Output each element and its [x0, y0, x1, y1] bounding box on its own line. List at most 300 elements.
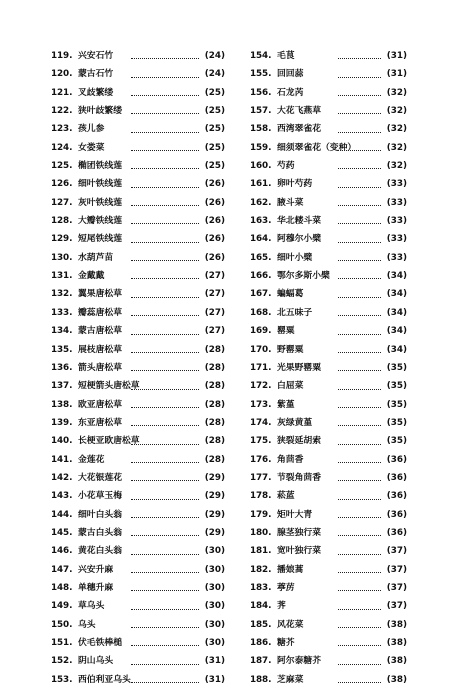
entry-page: (27): [204, 289, 225, 300]
entry-name: 芍药: [277, 161, 295, 172]
dot-leader: [131, 645, 199, 646]
entry-name: 风花菜: [277, 619, 304, 630]
dot-leader: [131, 205, 199, 206]
entry-page: (24): [204, 51, 225, 61]
index-entry: [250, 249, 407, 267]
dot-leader: [338, 389, 381, 390]
entry-number: 165.: [250, 252, 272, 263]
entry-page: (30): [204, 638, 225, 648]
dot-leader: [338, 517, 381, 518]
entry-page: (30): [204, 601, 225, 612]
entry-name: 箭头唐松草: [78, 362, 122, 373]
dot-leader: [338, 480, 381, 481]
entry-page: (34): [386, 289, 407, 300]
index-entry: [250, 597, 407, 615]
entry-number: 157.: [250, 106, 272, 117]
entry-number: 132.: [51, 289, 73, 300]
dot-leader: [338, 609, 381, 610]
entry-number: 168.: [250, 307, 272, 318]
index-entry: [250, 194, 407, 212]
entry-name: 光果野罂粟: [277, 362, 321, 373]
dot-leader: [131, 572, 199, 573]
index-entry: [250, 175, 407, 193]
entry-name: 灰绿黄堇: [277, 417, 313, 428]
dot-leader: [338, 664, 381, 665]
dot-leader: [338, 645, 381, 646]
dot-leader: [131, 334, 199, 335]
index-entry: [51, 212, 225, 230]
dot-leader: [131, 297, 199, 298]
entry-name: 女娄菜: [78, 142, 105, 153]
entry-number: 125.: [51, 161, 73, 172]
entry-number: 159.: [250, 142, 272, 153]
entry-number: 126.: [51, 179, 73, 190]
dot-leader: [338, 297, 381, 298]
index-entry: [51, 634, 225, 652]
index-entry: [250, 506, 407, 524]
entry-name: 节裂角茴香: [277, 472, 321, 483]
entry-page: (37): [386, 582, 407, 593]
entry-name: 兴安升麻: [78, 564, 114, 575]
entry-name: 腺茎独行菜: [277, 527, 321, 538]
entry-page: (33): [386, 252, 407, 263]
entry-page: (36): [386, 454, 407, 465]
entry-page: (33): [386, 197, 407, 208]
entry-page: (33): [386, 216, 407, 227]
entry-name: 金戴戴: [78, 271, 105, 282]
entry-name: 大花飞燕草: [277, 106, 321, 117]
index-entry: [250, 212, 407, 230]
entry-name: 乌头: [78, 619, 96, 630]
entry-page: (28): [204, 362, 225, 373]
entry-number: 188.: [250, 674, 272, 685]
entry-number: 140.: [51, 436, 73, 447]
entry-number: 136.: [51, 362, 73, 373]
entry-name: 细须翠雀花（变种）: [277, 142, 357, 153]
entry-name: 单穗升麻: [78, 582, 114, 593]
entry-name: 叉歧繁缕: [78, 87, 114, 98]
entry-page: (32): [386, 87, 407, 98]
dot-leader: [338, 682, 381, 683]
entry-number: 185.: [250, 619, 272, 630]
entry-name: 野罂粟: [277, 344, 304, 355]
entry-page: (28): [204, 381, 225, 392]
entry-page: (37): [386, 546, 407, 557]
entry-name: 短梗箭头唐松草: [78, 381, 140, 392]
dot-leader: [338, 278, 381, 279]
dot-leader: [338, 627, 381, 628]
index-entry: [250, 671, 407, 689]
entry-number: 145.: [51, 527, 73, 538]
entry-name: 翼果唐松草: [78, 289, 122, 300]
entry-number: 142.: [51, 472, 73, 483]
entry-number: 178.: [250, 491, 272, 502]
dot-leader: [338, 572, 381, 573]
index-entry: [250, 102, 407, 120]
entry-name: 罂粟: [277, 326, 295, 337]
entry-page: (35): [386, 436, 407, 447]
index-entry: [51, 230, 225, 248]
entry-number: 176.: [250, 454, 272, 465]
dot-leader: [131, 352, 199, 353]
entry-page: (34): [386, 271, 407, 282]
dot-leader: [338, 444, 381, 445]
entry-name: 毛茛: [277, 51, 295, 61]
entry-page: (35): [386, 417, 407, 428]
index-entry: [250, 616, 407, 634]
entry-name: 小花草玉梅: [78, 491, 122, 502]
entry-name: 伏毛铁棒槌: [78, 638, 122, 648]
index-entry: [250, 652, 407, 670]
index-entry: [51, 451, 225, 469]
entry-number: 160.: [250, 161, 272, 172]
dot-leader: [338, 150, 381, 151]
entry-page: (35): [386, 381, 407, 392]
entry-name: 西湾翠雀花: [277, 124, 321, 135]
index-entry: [51, 506, 225, 524]
index-entry: [250, 579, 407, 597]
entry-name: 细叶白头翁: [78, 509, 122, 520]
entry-name: 蝙蝠葛: [277, 289, 304, 300]
entry-number: 134.: [51, 326, 73, 337]
dot-leader: [338, 554, 381, 555]
index-column-right: [250, 47, 407, 689]
index-entry: [51, 616, 225, 634]
entry-number: 128.: [51, 216, 73, 227]
entry-number: 154.: [250, 51, 272, 61]
index-entry: [51, 84, 225, 102]
entry-page: (36): [386, 491, 407, 502]
index-entry: [250, 487, 407, 505]
entry-page: (31): [386, 51, 407, 61]
dot-leader: [338, 407, 381, 408]
dot-leader: [131, 407, 199, 408]
entry-name: 孩儿参: [78, 124, 105, 135]
entry-name: 椭团铁线莲: [78, 161, 122, 172]
index-entry: [51, 267, 225, 285]
index-entry: [51, 175, 225, 193]
index-entry: [51, 524, 225, 542]
dot-leader: [338, 77, 381, 78]
entry-name: 北五味子: [277, 307, 313, 318]
entry-number: 133.: [51, 307, 73, 318]
entry-name: 白屈菜: [277, 381, 304, 392]
entry-name: 葶苈: [277, 582, 295, 593]
entry-number: 123.: [51, 124, 73, 135]
entry-number: 127.: [51, 197, 73, 208]
entry-number: 180.: [250, 527, 272, 538]
entry-name: 蒙古唐松草: [78, 326, 122, 337]
index-entry: [51, 487, 225, 505]
dot-leader: [338, 590, 381, 591]
entry-page: (28): [204, 399, 225, 410]
entry-name: 兴安石竹: [78, 51, 114, 61]
dot-leader: [338, 425, 381, 426]
entry-number: 152.: [51, 656, 73, 667]
entry-page: (27): [204, 307, 225, 318]
dot-leader: [338, 535, 381, 536]
entry-number: 181.: [250, 546, 272, 557]
dot-leader: [131, 425, 199, 426]
entry-page: (36): [386, 509, 407, 520]
entry-number: 149.: [51, 601, 73, 612]
entry-number: 171.: [250, 362, 272, 373]
index-entry: [51, 157, 225, 175]
dot-leader: [131, 590, 199, 591]
entry-page: (25): [204, 87, 225, 98]
entry-number: 184.: [250, 601, 272, 612]
dot-leader: [131, 517, 199, 518]
entry-name: 欧亚唐松草: [78, 399, 122, 410]
entry-name: 大花银莲花: [78, 472, 122, 483]
index-entry: [51, 139, 225, 157]
dot-leader: [131, 77, 199, 78]
entry-page: (25): [204, 106, 225, 117]
entry-number: 172.: [250, 381, 272, 392]
entry-number: 166.: [250, 271, 272, 282]
entry-name: 卵叶芍药: [277, 179, 313, 190]
entry-name: 播娘蒿: [277, 564, 304, 575]
entry-number: 153.: [51, 674, 73, 685]
index-entry: [250, 285, 407, 303]
dot-leader: [131, 664, 199, 665]
entry-name: 荠: [277, 601, 286, 612]
index-entry: [51, 432, 225, 450]
entry-number: 169.: [250, 326, 272, 337]
dot-leader: [338, 168, 381, 169]
entry-name: 角茴香: [277, 454, 304, 465]
entry-number: 179.: [250, 509, 272, 520]
entry-page: (33): [386, 234, 407, 245]
index-entry: [250, 47, 407, 65]
index-entry: [250, 139, 407, 157]
entry-number: 162.: [250, 197, 272, 208]
entry-name: 蒙古石竹: [78, 69, 114, 80]
entry-name: 菘蓝: [277, 491, 295, 502]
entry-page: (26): [204, 216, 225, 227]
dot-leader: [131, 627, 199, 628]
dot-leader: [338, 132, 381, 133]
index-entry: [250, 157, 407, 175]
entry-page: (27): [204, 326, 225, 337]
dot-leader: [338, 187, 381, 188]
dot-leader: [131, 58, 199, 59]
entry-number: 138.: [51, 399, 73, 410]
entry-page: (32): [386, 106, 407, 117]
index-entry: [250, 65, 407, 83]
index-entry: [51, 359, 225, 377]
entry-page: (32): [386, 124, 407, 135]
entry-page: (25): [204, 124, 225, 135]
entry-page: (25): [204, 161, 225, 172]
index-entry: [250, 267, 407, 285]
dot-leader: [131, 315, 199, 316]
dot-leader: [131, 499, 199, 500]
entry-number: 131.: [51, 271, 73, 282]
entry-number: 177.: [250, 472, 272, 483]
index-entry: [250, 322, 407, 340]
entry-number: 150.: [51, 619, 73, 630]
dot-leader: [131, 682, 199, 683]
dot-leader: [131, 389, 199, 390]
entry-number: 163.: [250, 216, 272, 227]
entry-number: 143.: [51, 491, 73, 502]
index-entry: [250, 230, 407, 248]
entry-number: 151.: [51, 638, 73, 648]
entry-name: 阿穆尔小檗: [277, 234, 321, 245]
index-entry: [250, 304, 407, 322]
dot-leader: [338, 95, 381, 96]
entry-page: (31): [204, 656, 225, 667]
entry-number: 129.: [51, 234, 73, 245]
dot-leader: [338, 242, 381, 243]
entry-number: 156.: [250, 87, 272, 98]
dot-leader: [131, 242, 199, 243]
dot-leader: [131, 223, 199, 224]
dot-leader: [131, 554, 199, 555]
entry-page: (29): [204, 472, 225, 483]
entry-page: (33): [386, 179, 407, 190]
entry-page: (25): [204, 142, 225, 153]
entry-number: 173.: [250, 399, 272, 410]
dot-leader: [338, 352, 381, 353]
dot-leader: [131, 113, 199, 114]
entry-name: 蒙古白头翁: [78, 527, 122, 538]
entry-page: (29): [204, 527, 225, 538]
entry-name: 东亚唐松草: [78, 417, 122, 428]
entry-number: 120.: [51, 69, 73, 80]
entry-name: 鄂尔多斯小檗: [277, 271, 330, 282]
entry-page: (24): [204, 69, 225, 80]
entry-number: 124.: [51, 142, 73, 153]
entry-number: 183.: [250, 582, 272, 593]
entry-name: 紫堇: [277, 399, 295, 410]
entry-number: 135.: [51, 344, 73, 355]
entry-page: (34): [386, 326, 407, 337]
entry-page: (29): [204, 491, 225, 502]
entry-page: (26): [204, 179, 225, 190]
index-entry: [51, 414, 225, 432]
dot-leader: [131, 370, 199, 371]
entry-name: 华北耧斗菜: [277, 216, 321, 227]
index-entry: [250, 84, 407, 102]
index-entry: [51, 469, 225, 487]
index-entry: [51, 194, 225, 212]
entry-page: (35): [386, 362, 407, 373]
entry-name: 宽叶独行菜: [277, 546, 321, 557]
entry-name: 细叶小檗: [277, 252, 313, 263]
index-entry: [51, 579, 225, 597]
entry-number: 167.: [250, 289, 272, 300]
entry-page: (30): [204, 619, 225, 630]
dot-leader: [338, 223, 381, 224]
entry-page: (38): [386, 656, 407, 667]
index-entry: [250, 377, 407, 395]
dot-leader: [338, 499, 381, 500]
entry-name: 短尾铁线莲: [78, 234, 122, 245]
index-entry: [51, 120, 225, 138]
entry-name: 展枝唐松草: [78, 344, 122, 355]
index-entry: [250, 451, 407, 469]
dot-leader: [338, 462, 381, 463]
index-entry: [250, 396, 407, 414]
dot-leader: [338, 315, 381, 316]
index-entry: [51, 47, 225, 65]
entry-name: 金莲花: [78, 454, 105, 465]
entry-page: (32): [386, 142, 407, 153]
entry-name: 灰叶铁线莲: [78, 197, 122, 208]
entry-name: 腋斗菜: [277, 197, 304, 208]
entry-name: 芝麻菜: [277, 674, 304, 685]
index-entry: [51, 671, 225, 689]
entry-page: (28): [204, 417, 225, 428]
entry-page: (37): [386, 564, 407, 575]
entry-name: 狭叶歧繁缕: [78, 106, 122, 117]
entry-name: 细叶铁线莲: [78, 179, 122, 190]
entry-page: (27): [204, 271, 225, 282]
entry-page: (26): [204, 197, 225, 208]
entry-page: (28): [204, 344, 225, 355]
entry-name: 狭裂延胡索: [277, 436, 321, 447]
index-entry: [51, 249, 225, 267]
index-entry: [250, 561, 407, 579]
entry-number: 144.: [51, 509, 73, 520]
index-entry: [51, 377, 225, 395]
dot-leader: [131, 150, 199, 151]
entry-name: 矩叶大青: [277, 509, 313, 520]
index-entry: [250, 469, 407, 487]
index-entry: [51, 341, 225, 359]
entry-number: 158.: [250, 124, 272, 135]
entry-name: 糖芥: [277, 638, 295, 648]
dot-leader: [131, 609, 199, 610]
entry-page: (35): [386, 399, 407, 410]
entry-page: (26): [204, 252, 225, 263]
entry-number: 161.: [250, 179, 272, 190]
entry-number: 139.: [51, 417, 73, 428]
index-entry: [51, 597, 225, 615]
dot-leader: [338, 260, 381, 261]
entry-page: (30): [204, 582, 225, 593]
dot-leader: [131, 187, 199, 188]
index-entry: [51, 65, 225, 83]
entry-name: 阿尔泰糖芥: [277, 656, 321, 667]
entry-page: (37): [386, 601, 407, 612]
entry-name: 石龙芮: [277, 87, 304, 98]
index-entry: [250, 432, 407, 450]
dot-leader: [131, 480, 199, 481]
index-entry: [250, 524, 407, 542]
entry-number: 122.: [51, 106, 73, 117]
entry-number: 175.: [250, 436, 272, 447]
entry-page: (28): [204, 436, 225, 447]
index-entry: [51, 561, 225, 579]
entry-page: (38): [386, 638, 407, 648]
entry-number: 147.: [51, 564, 73, 575]
entry-name: 瓣蕊唐松草: [78, 307, 122, 318]
entry-number: 174.: [250, 417, 272, 428]
index-entry: [250, 414, 407, 432]
index-entry: [51, 304, 225, 322]
entry-name: 大瓣铁线莲: [78, 216, 122, 227]
entry-number: 186.: [250, 638, 272, 648]
entry-number: 121.: [51, 87, 73, 98]
index-entry: [51, 542, 225, 560]
entry-name: 黄花白头翁: [78, 546, 122, 557]
dot-leader: [131, 260, 199, 261]
entry-name: 西伯利亚乌头: [78, 674, 131, 685]
entry-page: (30): [204, 546, 225, 557]
